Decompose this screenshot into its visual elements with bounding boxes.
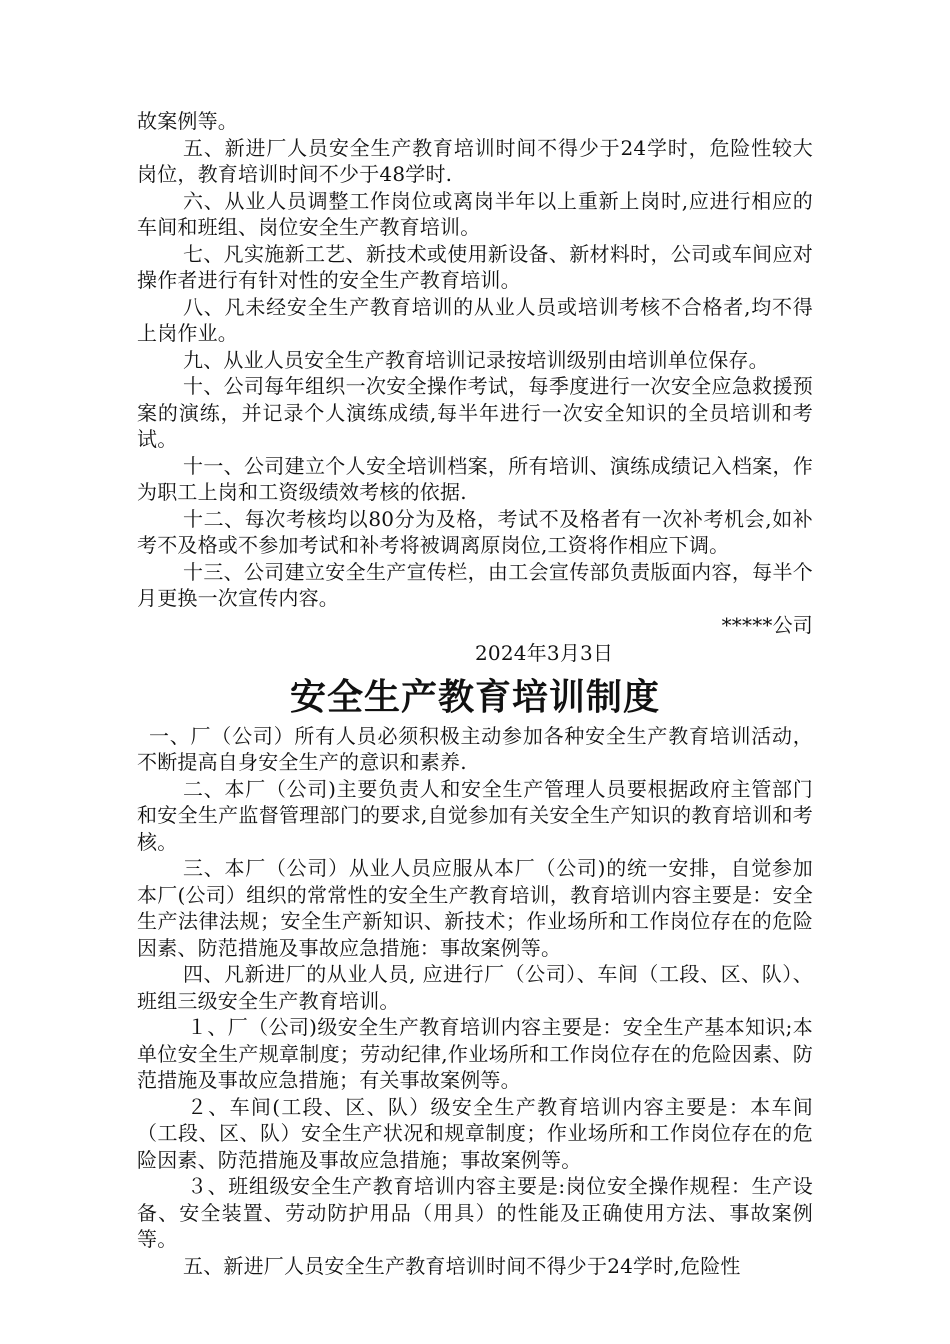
paragraph-top-2: 六、从业人员调整工作岗位或离岗半年以上重新上岗时,应进行相应的车间和班组、岗位安全生产教育培训。 <box>137 188 813 239</box>
paragraph-top-3: 七、凡实施新工艺、新技术或使用新设备、新材料时，公司或车间应对操作者进行有针对性的安全生产教育培训。 <box>137 241 813 292</box>
paragraph-top-5: 九、从业人员安全生产教育培训记录按培训级别由培训单位保存。 <box>183 347 769 372</box>
paragraph-top-4: 八、凡未经安全生产教育培训的从业人员或培训考核不合格者,均不得上岗作业。 <box>137 294 813 345</box>
document-page <box>137 108 813 1279</box>
paragraph-main-6: ３、班组级安全生产教育培训内容主要是:岗位安全操作规程：生产设备、安全装置、劳动防护用品（用具）的性能及正确使用方法、事故案例等。 <box>137 1174 813 1251</box>
paragraph-main-4: １、厂（公司)级安全生产教育培训内容主要是：安全生产基本知识;本单位安全生产规章制度；劳动纪律,作业场所和工作岗位存在的危险因素、防范措施及事故应急措施；有关事故案例等。 <box>137 1015 813 1092</box>
paragraph-main-2: 三、本厂（公司）从业人员应服从本厂（公司)的统一安排，自觉参加本厂(公司）组织的常常性的安全生产教育培训，教育培训内容主要是：安全生产法律法规；安全生产新知识、新技术；作业场所和工作岗位存在的危险因素、防范措施及事故应急措施：事故案例等。 <box>137 856 813 960</box>
paragraph-main-1: 二、本厂（公司)主要负责人和安全生产管理人员要根据政府主管部门和安全生产监督管理部门的要求,自觉参加有关安全生产知识的教育培训和考核。 <box>137 776 813 854</box>
paragraph-top-7: 十一、公司建立个人安全培训档案，所有培训、演练成绩记入档案，作为职工上岗和工资级绩效考核的依据. <box>137 453 813 504</box>
paragraph-main-5: ２、车间(工段、区、队）级安全生产教育培训内容主要是：本车间（工段、区、队）安全生产状况和规章制度；作业场所和工作岗位存在的危险因素、防范措施及事故应急措施；事故案例等。 <box>137 1094 813 1172</box>
paragraph-main-0: 一、厂（公司）所有人员必须积极主动参加各种安全生产教育培训活动，不断提高自身安全生产的意识和素养. <box>137 723 813 774</box>
paragraph-top-1: 五、新进厂人员安全生产教育培训时间不得少于24学时，危险性较大岗位，教育培训时间不少于48学时. <box>137 135 813 186</box>
paragraph-main-3: 四、凡新进厂的从业人员, 应进行厂（公司）、车间（工段、区、队）、班组三级安全生产教育培训。 <box>137 962 813 1013</box>
paragraph-top-8: 十二、每次考核均以80分为及格，考试不及格者有一次补考机会,如补考不及格或不参加考试和补考将被调离原岗位,工资将作相应下调。 <box>137 506 813 557</box>
paragraph-top-6: 十、公司每年组织一次安全操作考试，每季度进行一次安全应急救援预案的演练，并记录个人演练成绩,每半年进行一次安全知识的全员培训和考试。 <box>137 374 813 451</box>
paragraph-top-0: 故案例等。 <box>137 109 238 133</box>
paragraph-top-9: 十三、公司建立安全生产宣传栏，由工会宣传部负责版面内容，每半个月更换一次宣传内容。 <box>137 559 813 610</box>
company-signature: *****公司 <box>721 612 813 637</box>
document-date: 2024年3月3日 <box>475 641 614 665</box>
paragraph-main-7: 五、新进厂人员安全生产教育培训时间不得少于24学时,危险性 <box>183 1253 741 1278</box>
document-title: 安全生产教育培训制度 <box>289 675 660 718</box>
